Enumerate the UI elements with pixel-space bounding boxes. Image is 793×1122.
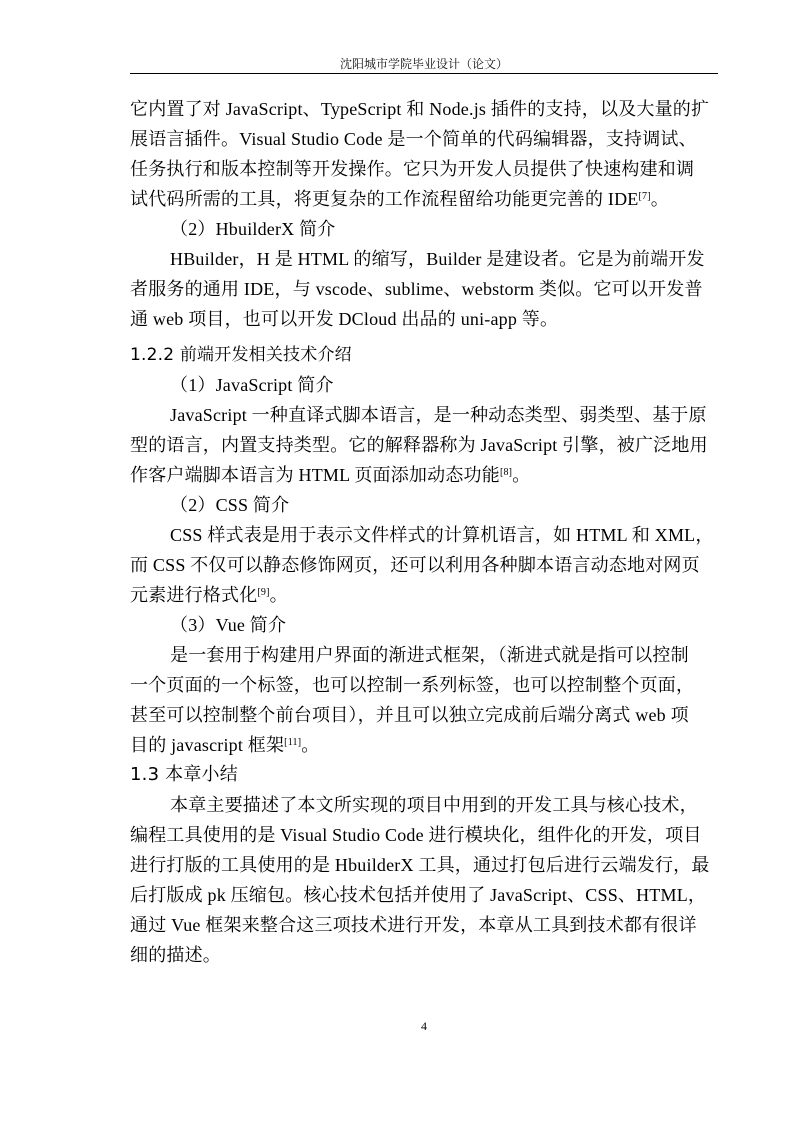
line-text: 作客户端脚本语言为 HTML 页面添加动态功能 (130, 465, 500, 485)
body-text (130, 94, 718, 970)
paragraph-line: 型的语言，内置支持类型。它的解释器称为 JavaScript 引擎，被广泛地用 (130, 435, 708, 455)
section-heading: 1.2.2 前端开发相关技术介绍 (130, 345, 352, 365)
paragraph-line: CSS 样式表是用于表示文件样式的计算机语言，如 HTML 和 XML， (170, 525, 714, 545)
subsection-title: （3）Vue 简介 (170, 615, 287, 635)
paragraph-line: 本章主要描述了本文所实现的项目中用到的开发工具与核心技术， (170, 795, 698, 815)
line-text: 试代码所需的工具，将更复杂的工作流程留给功能更完善的 IDE (130, 189, 639, 209)
subsection-title: （2）CSS 简介 (170, 495, 290, 515)
paragraph-line (130, 580, 718, 610)
paragraph-line: 者服务的通用 IDE，与 vscode、sublime、webstorm 类似。它可以开发普 (130, 279, 703, 299)
line-end: 。 (512, 465, 531, 485)
paragraph-line: 一个页面的一个标签，也可以控制一系列标签，也可以控制整个页面， (130, 675, 695, 695)
section-heading: 1.3 本章小结 (130, 764, 238, 785)
paragraph-line: 细的描述。 (130, 945, 221, 965)
line-end: 。 (301, 735, 320, 755)
paragraph-line: 编程工具使用的是 Visual Studio Code 进行模块化，组件化的开发，项目 (130, 825, 702, 845)
page-number: 4 (421, 1019, 427, 1033)
paragraph-line: 展语言插件。Visual Studio Code 是一个简单的代码编辑器，支持调试、 (130, 129, 697, 149)
paragraph-line (130, 460, 718, 490)
paragraph-line (130, 730, 718, 760)
subsection-title: （1）JavaScript 简介 (170, 375, 334, 395)
paragraph-line (130, 184, 718, 214)
paragraph-line: 它内置了对 JavaScript、TypeScript 和 Node.js 插件的支持，以及大量的扩 (130, 99, 710, 119)
paragraph-line: 后打版成 pk 压缩包。核心技术包括并使用了 JavaScript、CSS、HTML， (130, 885, 707, 905)
paragraph-line: 任务执行和版本控制等开发操作。它只为开发人员提供了快速构建和调 (130, 159, 695, 179)
line-text: 目的 javascript 框架 (130, 735, 285, 755)
line-text: 元素进行格式化 (130, 585, 258, 605)
citation-ref: [9] (257, 587, 270, 598)
paragraph-line: 甚至可以控制整个前台项目），并且可以独立完成前后端分离式 web 项 (130, 705, 689, 725)
line-end: 。 (650, 189, 669, 209)
paragraph-line: 进行打版的工具使用的是 HbuilderX 工具，通过打包后进行云端发行，最 (130, 855, 710, 875)
citation-ref: [8] (499, 467, 513, 478)
citation-ref: [11] (284, 737, 302, 748)
running-header: 沈阳城市学院毕业设计（论文） (339, 57, 508, 71)
paragraph-line: HBuilder，H 是 HTML 的缩写，Builder 是建设者。它是为前端开发 (170, 249, 705, 269)
subsection-title: （2）HbuilderX 简介 (170, 219, 336, 239)
paragraph-line: 通过 Vue 框架来整合这三项技术进行开发，本章从工具到技术都有很详 (130, 915, 697, 935)
paragraph-line: JavaScript 一种直译式脚本语言，是一种动态类型、弱类型、基于原 (170, 405, 707, 425)
paragraph-line: 而 CSS 不仅可以静态修饰网页，还可以利用各种脚本语言动态地对网页 (130, 555, 700, 575)
header-rule (130, 73, 718, 74)
paragraph-line: 通 web 项目，也可以开发 DCloud 出品的 uni-app 等。 (130, 309, 559, 329)
paragraph-line: 是一套用于构建用户界面的渐进式框架，（渐进式就是指可以控制 (170, 645, 689, 665)
citation-ref: [7] (638, 191, 651, 202)
line-end: 。 (269, 585, 288, 605)
